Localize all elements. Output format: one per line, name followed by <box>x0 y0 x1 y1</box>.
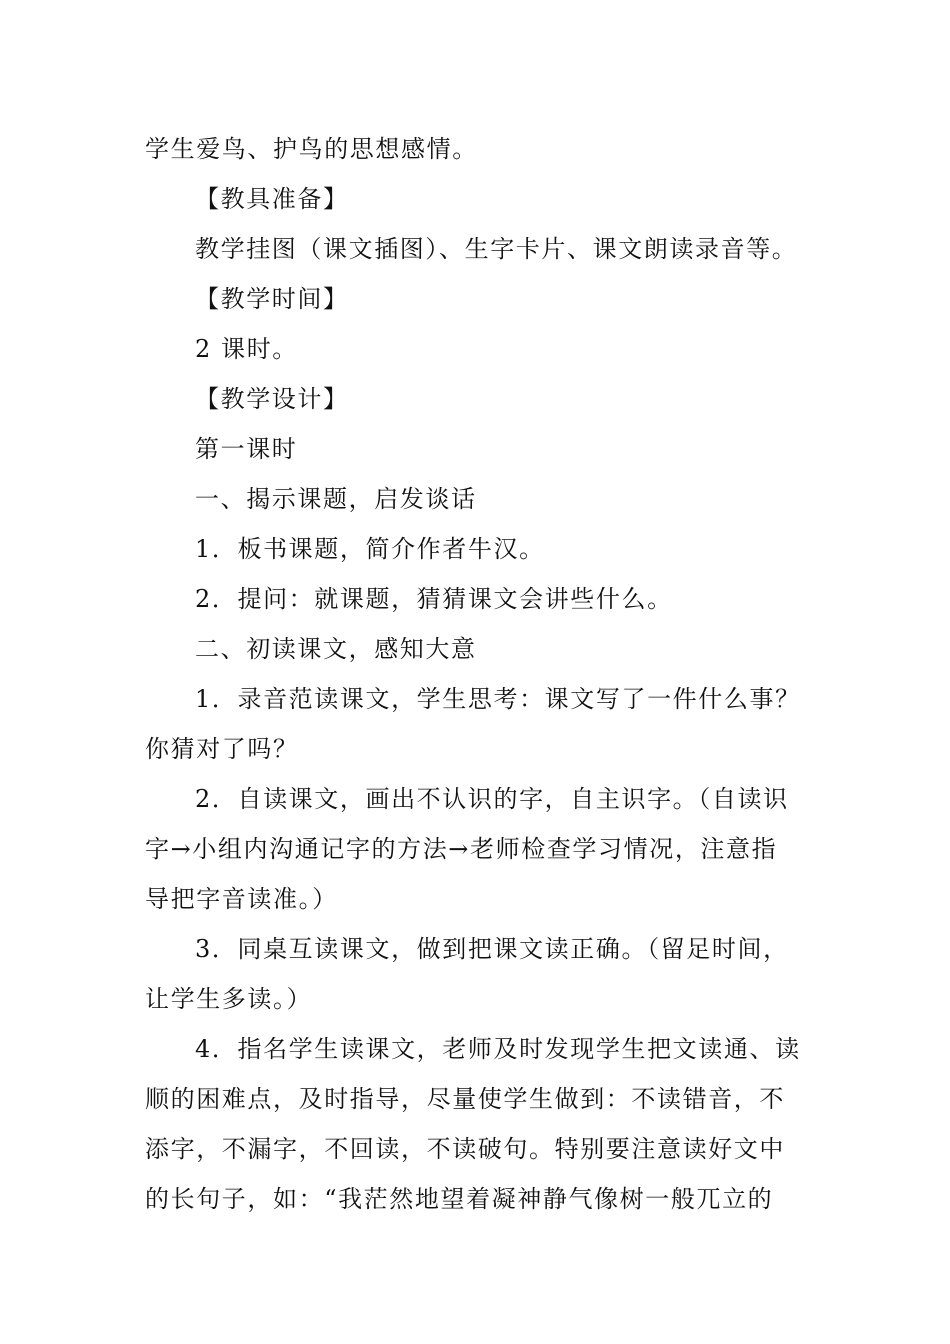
text-line: 2 课时。 <box>195 335 298 363</box>
list-item-continuation: 添字，不漏字，不回读，不读破句。特别要注意读好文中 <box>145 1135 785 1163</box>
section-heading: 【教学时间】 <box>195 285 349 313</box>
text-line: 学生爱鸟、护鸟的思想感情。 <box>145 135 478 163</box>
list-item: 4．指名学生读课文，老师及时发现学生把文读通、读 <box>195 1035 801 1063</box>
section-heading: 【教具准备】 <box>195 185 349 213</box>
list-item: 1．录音范读课文，学生思考：课文写了一件什么事？ <box>195 685 801 713</box>
list-item: 3．同桌互读课文，做到把课文读正确。（留足时间， <box>195 935 789 963</box>
list-item-continuation: 字→小组内沟通记字的方法→老师检查学习情况，注意指 <box>145 835 778 863</box>
subheading: 二、初读课文，感知大意 <box>195 635 477 663</box>
list-item: 2．提问：就课题，猜猜课文会讲些什么。 <box>195 585 673 613</box>
list-item-continuation: 顺的困难点，及时指导，尽量使学生做到：不读错音，不 <box>145 1085 785 1113</box>
list-item-continuation: 的长句子，如：“我茫然地望着凝神静气像树一般兀立的 <box>145 1185 774 1213</box>
list-item-continuation: 让学生多读。） <box>145 985 313 1013</box>
subheading: 一、揭示课题，启发谈话 <box>195 485 477 513</box>
subheading: 第一课时 <box>195 435 298 463</box>
list-item-continuation: 导把字音读准。） <box>145 885 338 913</box>
list-item: 2．自读课文，画出不认识的字，自主识字。（自读识 <box>195 785 789 813</box>
list-item: 1．板书课题，简介作者牛汉。 <box>195 535 545 563</box>
text-line: 教学挂图（课文插图）、生字卡片、课文朗读录音等。 <box>195 235 798 263</box>
section-heading: 【教学设计】 <box>195 385 349 413</box>
list-item-continuation: 你猜对了吗？ <box>145 735 299 763</box>
